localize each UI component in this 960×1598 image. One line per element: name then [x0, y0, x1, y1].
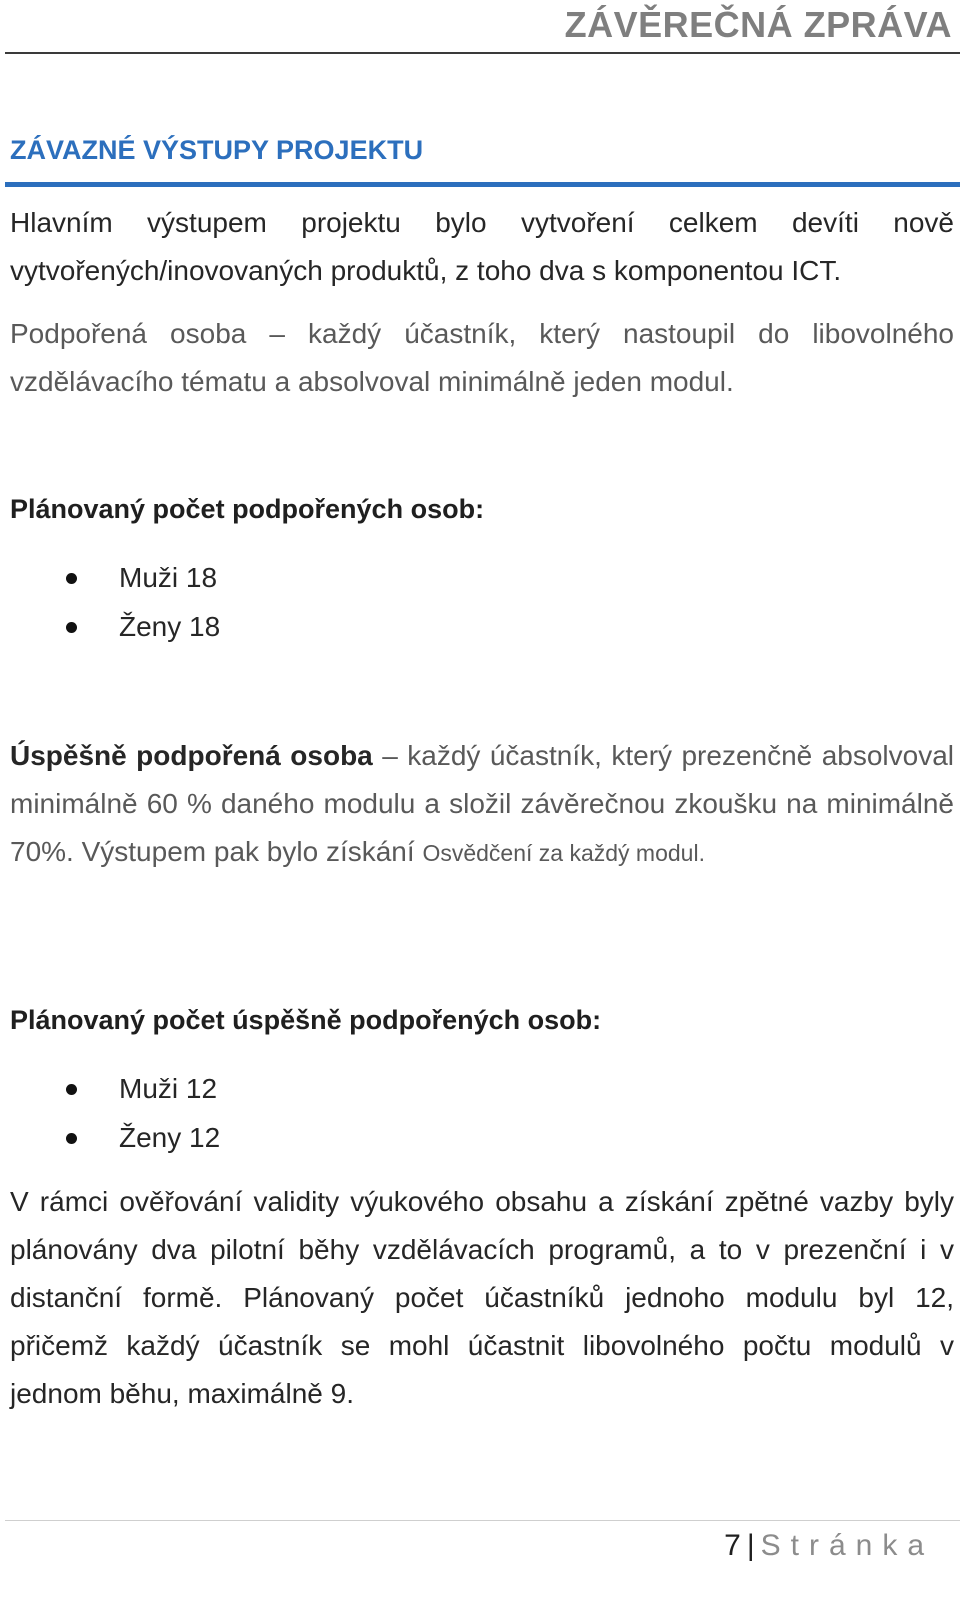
- planned-success-heading: Plánovaný počet úspěšně podpořených osob:: [10, 1005, 602, 1035]
- list-item-label: Ženy 12: [119, 1122, 221, 1153]
- bullet-icon: [66, 1084, 77, 1095]
- intro-paragraph-1: Hlavním výstupem projektu bylo vytvoření celkem devíti nově vytvořených/inovovaných produktů, z toho dva s komponentou ICT.: [10, 207, 954, 286]
- closing-paragraph: V rámci ověřování validity výukového obsahu a získání zpětné vazby byly plánovány dva pilotní běhy vzdělávacích programů, a to v prezenční i v distanční formě. Plánovaný počet účastníků jednoho modulu byl 12, přičemž každý účastník se mohl účastnit libovolného počtu modulů v jednom běhu, maximálně 9.: [10, 1186, 954, 1409]
- header-divider: [5, 52, 960, 54]
- successful-small-text: Osvědčení za každý modul.: [422, 840, 705, 866]
- bullet-icon: [66, 622, 77, 633]
- list-item-label: Muži 18: [119, 562, 218, 593]
- intro-paragraph-2: Podpořená osoba – každý účastník, který nastoupil do libovolného vzdělávacího tématu a absolvoval minimálně jeden modul.: [10, 318, 954, 397]
- successful-text: – každý účastník, který prezenčně absolvoval minimálně 60 % daného modulu a složil závěrečnou zkoušku na minimálně 70%. Výstupem pak bylo získání: [10, 740, 955, 867]
- successful-lead: Úspěšně podpořená osoba: [10, 740, 373, 771]
- section-divider: [5, 182, 960, 187]
- footer-separator: |: [746, 1529, 755, 1562]
- planned-heading: Plánovaný počet podpořených osob:: [10, 494, 485, 524]
- bullet-icon: [66, 573, 77, 584]
- page-number: 7: [724, 1529, 741, 1562]
- bullet-icon: [66, 1133, 77, 1144]
- section-heading: ZÁVAZNÉ VÝSTUPY PROJEKTU: [10, 135, 424, 165]
- page-word: Stránka: [760, 1529, 934, 1562]
- header-title: ZÁVĚREČNÁ ZPRÁVA: [564, 4, 952, 45]
- page-footer: [724, 1524, 934, 1568]
- list-item-label: Muži 12: [119, 1073, 218, 1104]
- successful-paragraph: [10, 732, 954, 877]
- list-item-label: Ženy 18: [119, 611, 221, 642]
- footer-divider: [5, 1520, 960, 1521]
